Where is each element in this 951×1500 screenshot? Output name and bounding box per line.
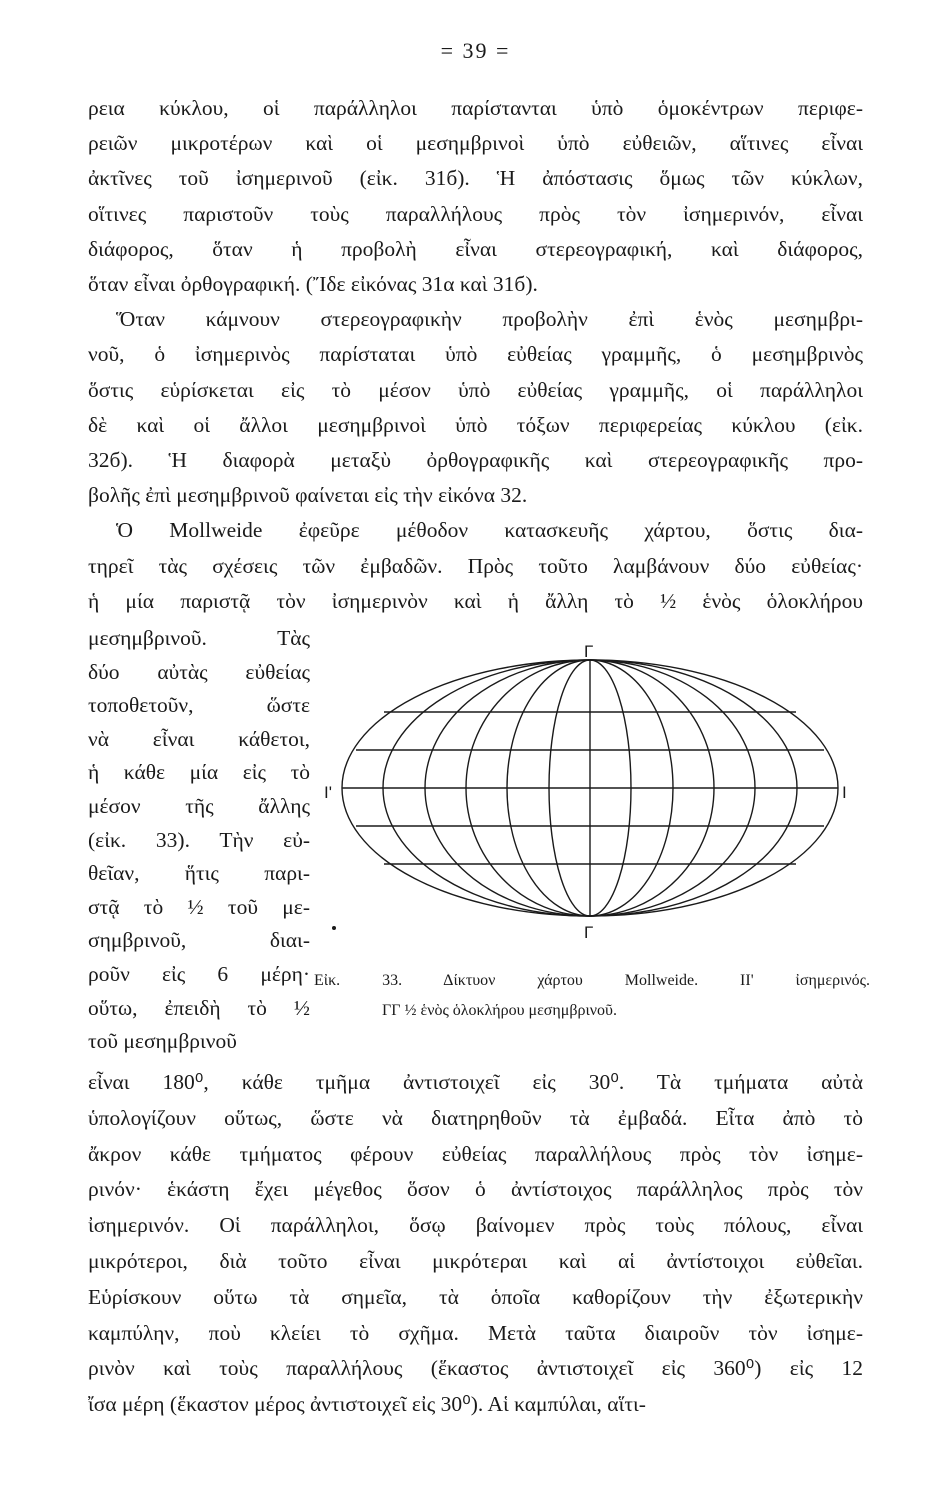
text-line: ἄκρον κάθε τμήματος φέρουν εὐθείας παραλλήλους πρὸς τὸν ἰσημε- [88, 1141, 863, 1166]
text-line: διάφορος, ὅταν ἡ προβολὴ εἶναι στερεογραφική, καὶ διάφορος, [88, 236, 863, 261]
text-line: νὰ εἶναι κάθετοι, [88, 726, 310, 751]
label-i-right: Ι [842, 783, 847, 802]
text-line: δὲ καὶ οἱ ἄλλοι μεσημβρινοὶ ὑπὸ τόξων περιφερείας κύκλου (εἰκ. [88, 412, 863, 437]
text-line: θεῖαν, ἥτις παρι- [88, 861, 310, 886]
figure-caption-line2: ΓΓ ½ ἑνὸς ὁλοκλήρου μεσημβρινοῦ. [382, 1002, 617, 1019]
text-line: ροῦν εἰς 6 μέρη· [88, 962, 310, 986]
text-line: ἀκτῖνες τοῦ ἰσημερινοῦ (εἰκ. 31б). Ἡ ἀπόστασις ὅμως τῶν κύκλων, [88, 166, 863, 191]
text-line: μέσον τῆς ἄλλης [88, 794, 310, 818]
text-line: ἡ κάθε μία εἰς τὸ [88, 760, 310, 785]
text-line: μεσημβρινοῦ. Τὰς [88, 626, 310, 650]
text-line: βολῆς ἐπὶ μεσημβρινοῦ φαίνεται εἰς τὴν εἰκόνα 32. [88, 483, 528, 508]
text-line: οὕτω, ἐπειδὴ τὸ ½ [88, 995, 310, 1020]
text-line: ἴσα μέρη (ἕκαστον μέρος ἀντιστοιχεῖ εἰς 30⁰). Αἱ καμπύλαι, αἵτι- [88, 1392, 646, 1417]
text-line: Ὅταν κάμνουν στερεογραφικὴν προβολὴν ἐπὶ ἑνὸς μεσημβρι- [116, 307, 863, 332]
text-line: δύο αὐτὰς εὐθείας [88, 659, 310, 684]
text-line: ἡ μία παριστᾷ τὸν ἰσημερινὸν καὶ ἡ ἄλλη τὸ ½ ἑνὸς ὁλοκλήρου [88, 588, 863, 613]
label-gamma-bottom: Γ [584, 923, 594, 942]
text-line: μικρότεροι, διὰ τοῦτο εἶναι μικρότεραι καὶ αἱ ἀντίστοιχοι εὐθεῖαι. [88, 1249, 863, 1273]
mollweide-figure [322, 640, 867, 970]
text-line: 32б). Ἡ διαφορὰ μεταξὺ ὀρθογραφικῆς καὶ στερεογραφικῆς προ- [88, 448, 863, 472]
page-number: = 39 = [440, 38, 511, 63]
text-line: ὅστις εὑρίσκεται εἰς τὸ μέσον ὑπὸ εὐθείας γραμμῆς, οἱ παράλληλοι [88, 377, 863, 402]
text-line: ρεια κύκλου, οἱ παράλληλοι παρίστανται ὑπὸ ὁμοκέντρων περιφε- [88, 96, 863, 120]
text-line: Εὑρίσκουν οὕτω τὰ σημεῖα, τὰ ὁποῖα καθορίζουν τὴν ἐξωτερικὴν [88, 1284, 863, 1309]
text-line: ὑπολογίζουν οὕτως, ὥστε νὰ διατηρηθοῦν τὰ ἐμβαδά. Εἶτα ἀπὸ τὸ [88, 1105, 863, 1130]
figure-caption-line1: Εἰκ. 33. Δίκτυον χάρτου Mollweide. ΙΙ' ἰσημερινός. [314, 972, 870, 989]
text-line: καμπύλην, ποὺ κλείει τὸ σχῆμα. Μετὰ ταῦτα διαιροῦν τὸν ἰσημε- [88, 1320, 863, 1345]
label-gamma-top: Γ [584, 642, 594, 661]
text-line: τοῦ μεσημβρινοῦ [88, 1029, 237, 1054]
text-line: οἵτινες παριστοῦν τοὺς παραλλήλους πρὸς τὸν ἰσημερινόν, εἶναι [88, 201, 863, 226]
label-i-prime-left: Ι' [324, 783, 332, 802]
ink-dot [332, 926, 336, 930]
text-line: ρινὸν καὶ τοὺς παραλλήλους (ἕκαστος ἀντιστοιχεῖ εἰς 360⁰) εἰς 12 [88, 1356, 863, 1381]
text-line: (εἰκ. 33). Τὴν εὐ- [88, 827, 310, 852]
text-line: ὅταν εἶναι ὀρθογραφική. (Ἴδε εἰκόνας 31α καὶ 31б). [88, 272, 538, 296]
text-line: στᾷ τὸ ½ τοῦ με- [88, 894, 310, 919]
text-line: τηρεῖ τὰς σχέσεις τῶν ἐμβαδῶν. Πρὸς τοῦτο λαμβάνουν δύο εὐθείας· [88, 553, 863, 578]
text-line: νοῦ, ὁ ἰσημερινὸς παρίσταται ὑπὸ εὐθείας γραμμῆς, ὁ μεσημβρινὸς [88, 342, 863, 367]
text-line: σημβρινοῦ, διαι- [88, 928, 310, 953]
text-line: ρειῶν μικροτέρων καὶ οἱ μεσημβρινοὶ ὑπὸ εὐθειῶν, αἵτινες εἶναι [88, 131, 863, 156]
text-line: ἰσημερινόν. Οἱ παράλληλοι, ὅσῳ βαίνομεν πρὸς τοὺς πόλους, εἶναι [88, 1213, 863, 1238]
text-line: τοποθετοῦν, ὥστε [88, 693, 310, 718]
text-line: εἶναι 180⁰, κάθε τμῆμα ἀντιστοιχεῖ εἰς 30⁰. Τὰ τμήματα αὐτὰ [88, 1070, 863, 1094]
text-line: ρινόν· ἑκάστη ἔχει μέγεθος ὅσον ὁ ἀντίστοιχος παράλληλος πρὸς τὸν [88, 1177, 863, 1202]
text-line: Ὁ Mollweide ἐφεῦρε μέθοδον κατασκευῆς χάρτου, ὅστις δια- [116, 518, 863, 543]
